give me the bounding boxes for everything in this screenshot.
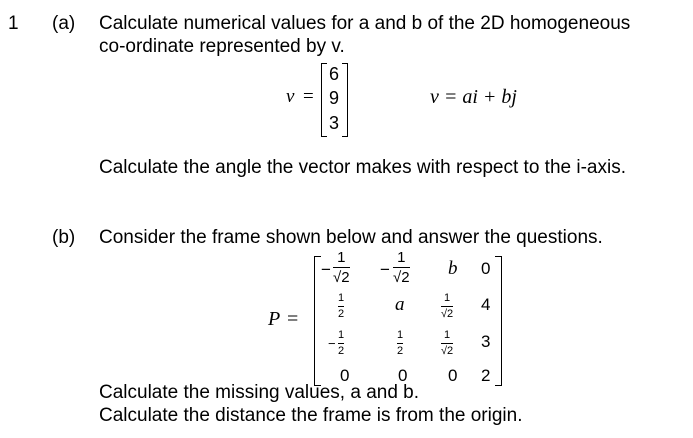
vector-equation: v = ai + bj [430,86,517,108]
fraction-numerator: 1 [444,329,451,341]
vector-left-bracket [321,63,327,137]
part-a-label: (a) [52,13,76,34]
fraction-bar [441,343,453,344]
matrix-r4c2: 0 [398,366,408,385]
fraction-denominator: √2 [441,345,454,357]
fraction-denominator: √2 [393,269,410,286]
matrix-r1c2-minus: − [380,260,390,279]
matrix-r1c3-b: b [448,258,458,279]
matrix-r3c1-minus: − [328,336,336,351]
vector-right-bracket [342,63,348,137]
matrix-r4c4: 2 [481,366,491,385]
matrix-left-bracket [314,256,321,386]
matrix-equals: = [287,308,299,330]
vector-entry-2: 9 [329,88,340,108]
vector-entry-1: 6 [329,64,340,84]
fraction-denominator: √2 [333,269,350,286]
matrix-name: P [268,308,281,330]
fraction-numerator: 1 [397,249,406,266]
fraction-numerator: 1 [338,329,345,341]
fraction-bar [397,343,403,344]
matrix-r1c1-fraction [333,250,350,285]
part-b-intro: Consider the frame shown below and answer the questions. [99,227,603,248]
matrix-r3c4: 3 [481,332,491,351]
fraction-denominator: 2 [397,345,404,357]
fraction-bar [393,267,410,268]
vector-name: v [286,86,295,107]
matrix-r2c3-fraction [441,293,453,320]
fraction-bar [333,267,350,268]
matrix-r2c4: 4 [481,295,491,314]
fraction-bar [338,306,344,307]
matrix-right-bracket [495,256,502,386]
question-number: 1 [8,13,19,34]
matrix-r3c1-fraction [338,330,344,357]
matrix-r1c4: 0 [481,259,491,278]
matrix-r1c1-minus: − [321,260,331,279]
fraction-denominator: √2 [441,308,454,320]
fraction-numerator: 1 [337,249,346,266]
part-a-intro-line2: co-ordinate represented by v. [99,36,345,57]
matrix-r4c3: 0 [448,366,458,385]
vector-equals: = [303,86,314,107]
fraction-denominator: 2 [338,308,345,320]
distance-question: Calculate the distance the frame is from the origin. [99,405,523,426]
matrix-r3c3-fraction [441,330,453,357]
fraction-numerator: 1 [338,292,345,304]
part-a-intro-line1: Calculate numerical values for a and b of the 2D homogeneous [99,13,631,34]
matrix-r4c1: 0 [340,366,350,385]
matrix-r3c2-fraction [397,330,403,357]
fraction-bar [338,343,344,344]
matrix-r2c2-a: a [395,294,405,315]
angle-question: Calculate the angle the vector makes with respect to the i-axis. [99,157,626,178]
fraction-numerator: 1 [444,292,451,304]
missing-values-question: Calculate the missing values, a and b. [99,382,420,403]
part-b-label: (b) [52,227,76,248]
matrix-r1c2-fraction [393,250,410,285]
vector-entry-3: 3 [329,113,340,133]
matrix-r2c1-fraction [338,293,344,320]
fraction-denominator: 2 [338,345,345,357]
fraction-numerator: 1 [397,329,404,341]
fraction-bar [441,306,453,307]
